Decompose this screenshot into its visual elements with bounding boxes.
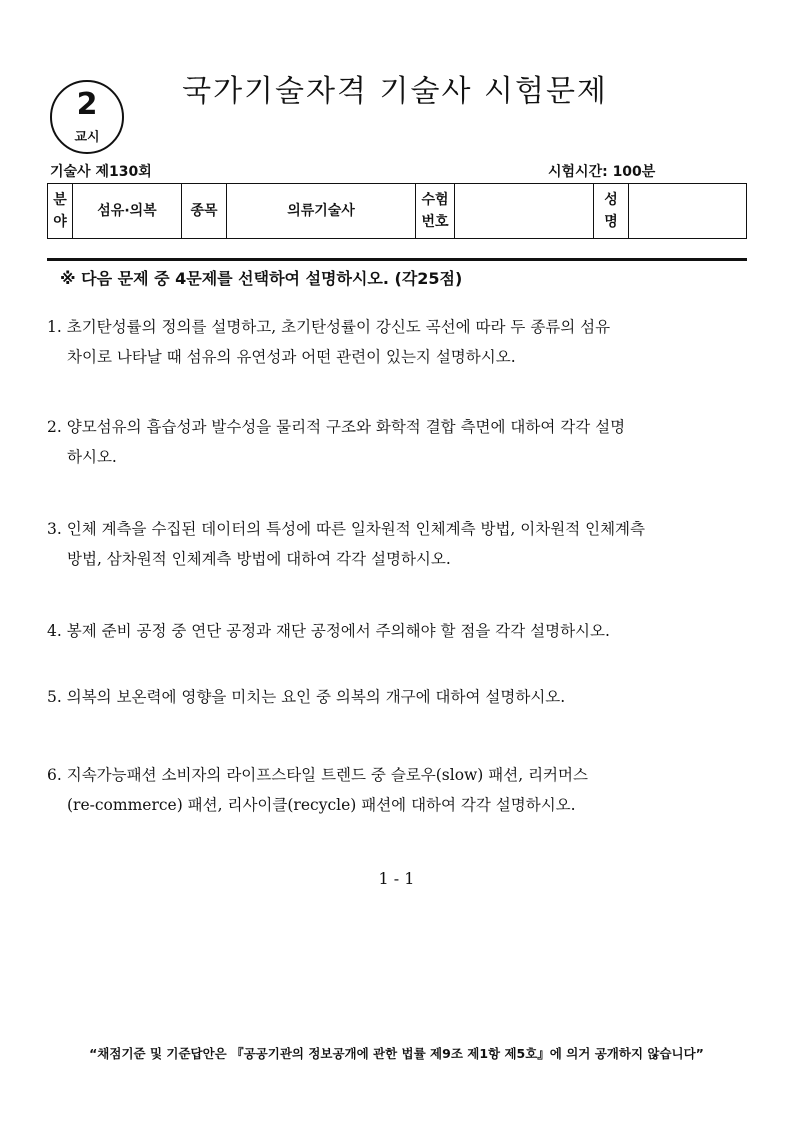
question-line: 양모섬유의 흡습성과 발수성을 물리적 구조와 화학적 결합 측면에 대하여 각각 설명 (66, 418, 626, 436)
field-label-top: 분 (53, 192, 67, 208)
question-line: 인체 계측을 수집된 데이터의 특성에 따른 일차원적 인체계측 방법, 이차원적 인체계측 (66, 520, 645, 538)
header-divider (47, 258, 747, 261)
field-value: 섬유·의복 (73, 184, 182, 239)
question-number: 4. (47, 622, 62, 640)
question-line: (re-commerce) 패션, 리사이클(recycle) 패션에 대하여 각각 설명하시오. (67, 796, 576, 814)
exam-number-label-top: 수험 (421, 192, 449, 208)
exam-number-label-cell (416, 184, 455, 239)
session-label: 교시 (74, 130, 100, 145)
question-line: 방법, 삼차원적 인체계측 방법에 대하여 각각 설명하시오. (67, 550, 451, 568)
page-number: 1 - 1 (378, 869, 415, 888)
field-label-cell (48, 184, 73, 239)
question-item (47, 682, 747, 712)
name-label-cell (594, 184, 629, 239)
question-line: 초기탄성률의 정의를 설명하고, 초기탄성률이 강신도 곡선에 따라 두 종류의 섬유 (66, 318, 611, 336)
question-item (47, 514, 747, 574)
field-label-bottom: 야 (53, 214, 67, 230)
question-number: 6. (47, 766, 62, 784)
question-number: 1. (47, 318, 62, 336)
name-field[interactable] (629, 184, 747, 239)
session-number: 2 (76, 87, 98, 122)
exam-number-label-bottom: 번호 (421, 214, 449, 230)
item-label: 종목 (182, 184, 227, 239)
exam-info-table (47, 183, 747, 239)
session-badge (50, 80, 124, 154)
question-number: 3. (47, 520, 62, 538)
exam-number-field[interactable] (455, 184, 594, 239)
question-item (47, 616, 747, 646)
question-line: 봉제 준비 공정 중 연단 공정과 재단 공정에서 주의해야 할 점을 각각 설명하시오. (66, 622, 610, 640)
question-number: 5. (47, 688, 62, 706)
question-line: 지속가능패션 소비자의 라이프스타일 트렌드 중 슬로우(slow) 패션, 리커머스 (66, 766, 588, 784)
item-value: 의류기술사 (227, 184, 416, 239)
exam-duration: 시험시간: 100분 (548, 164, 656, 180)
question-item (47, 312, 747, 372)
exam-round: 기술사 제130회 (50, 164, 152, 180)
question-number: 2. (47, 418, 62, 436)
question-line: 차이로 나타날 때 섬유의 유연성과 어떤 관련이 있는지 설명하시오. (67, 348, 516, 366)
footer-note: “채점기준 및 기준답안은 『공공기관의 정보공개에 관한 법률 제9조 제1항 제5호』에 의거 공개하지 않습니다” (89, 1046, 704, 1061)
question-line: 의복의 보온력에 영향을 미치는 요인 중 의복의 개구에 대하여 설명하시오. (66, 688, 566, 706)
exam-title: 국가기술자격 기술사 시험문제 (182, 74, 608, 109)
instruction-text: ※ 다음 문제 중 4문제를 선택하여 설명하시오. (각25점) (60, 269, 463, 288)
question-item (47, 412, 747, 472)
name-label-top: 성 (604, 192, 618, 208)
name-label-bottom: 명 (604, 214, 618, 230)
question-line: 하시오. (67, 448, 117, 466)
question-item (47, 760, 747, 820)
